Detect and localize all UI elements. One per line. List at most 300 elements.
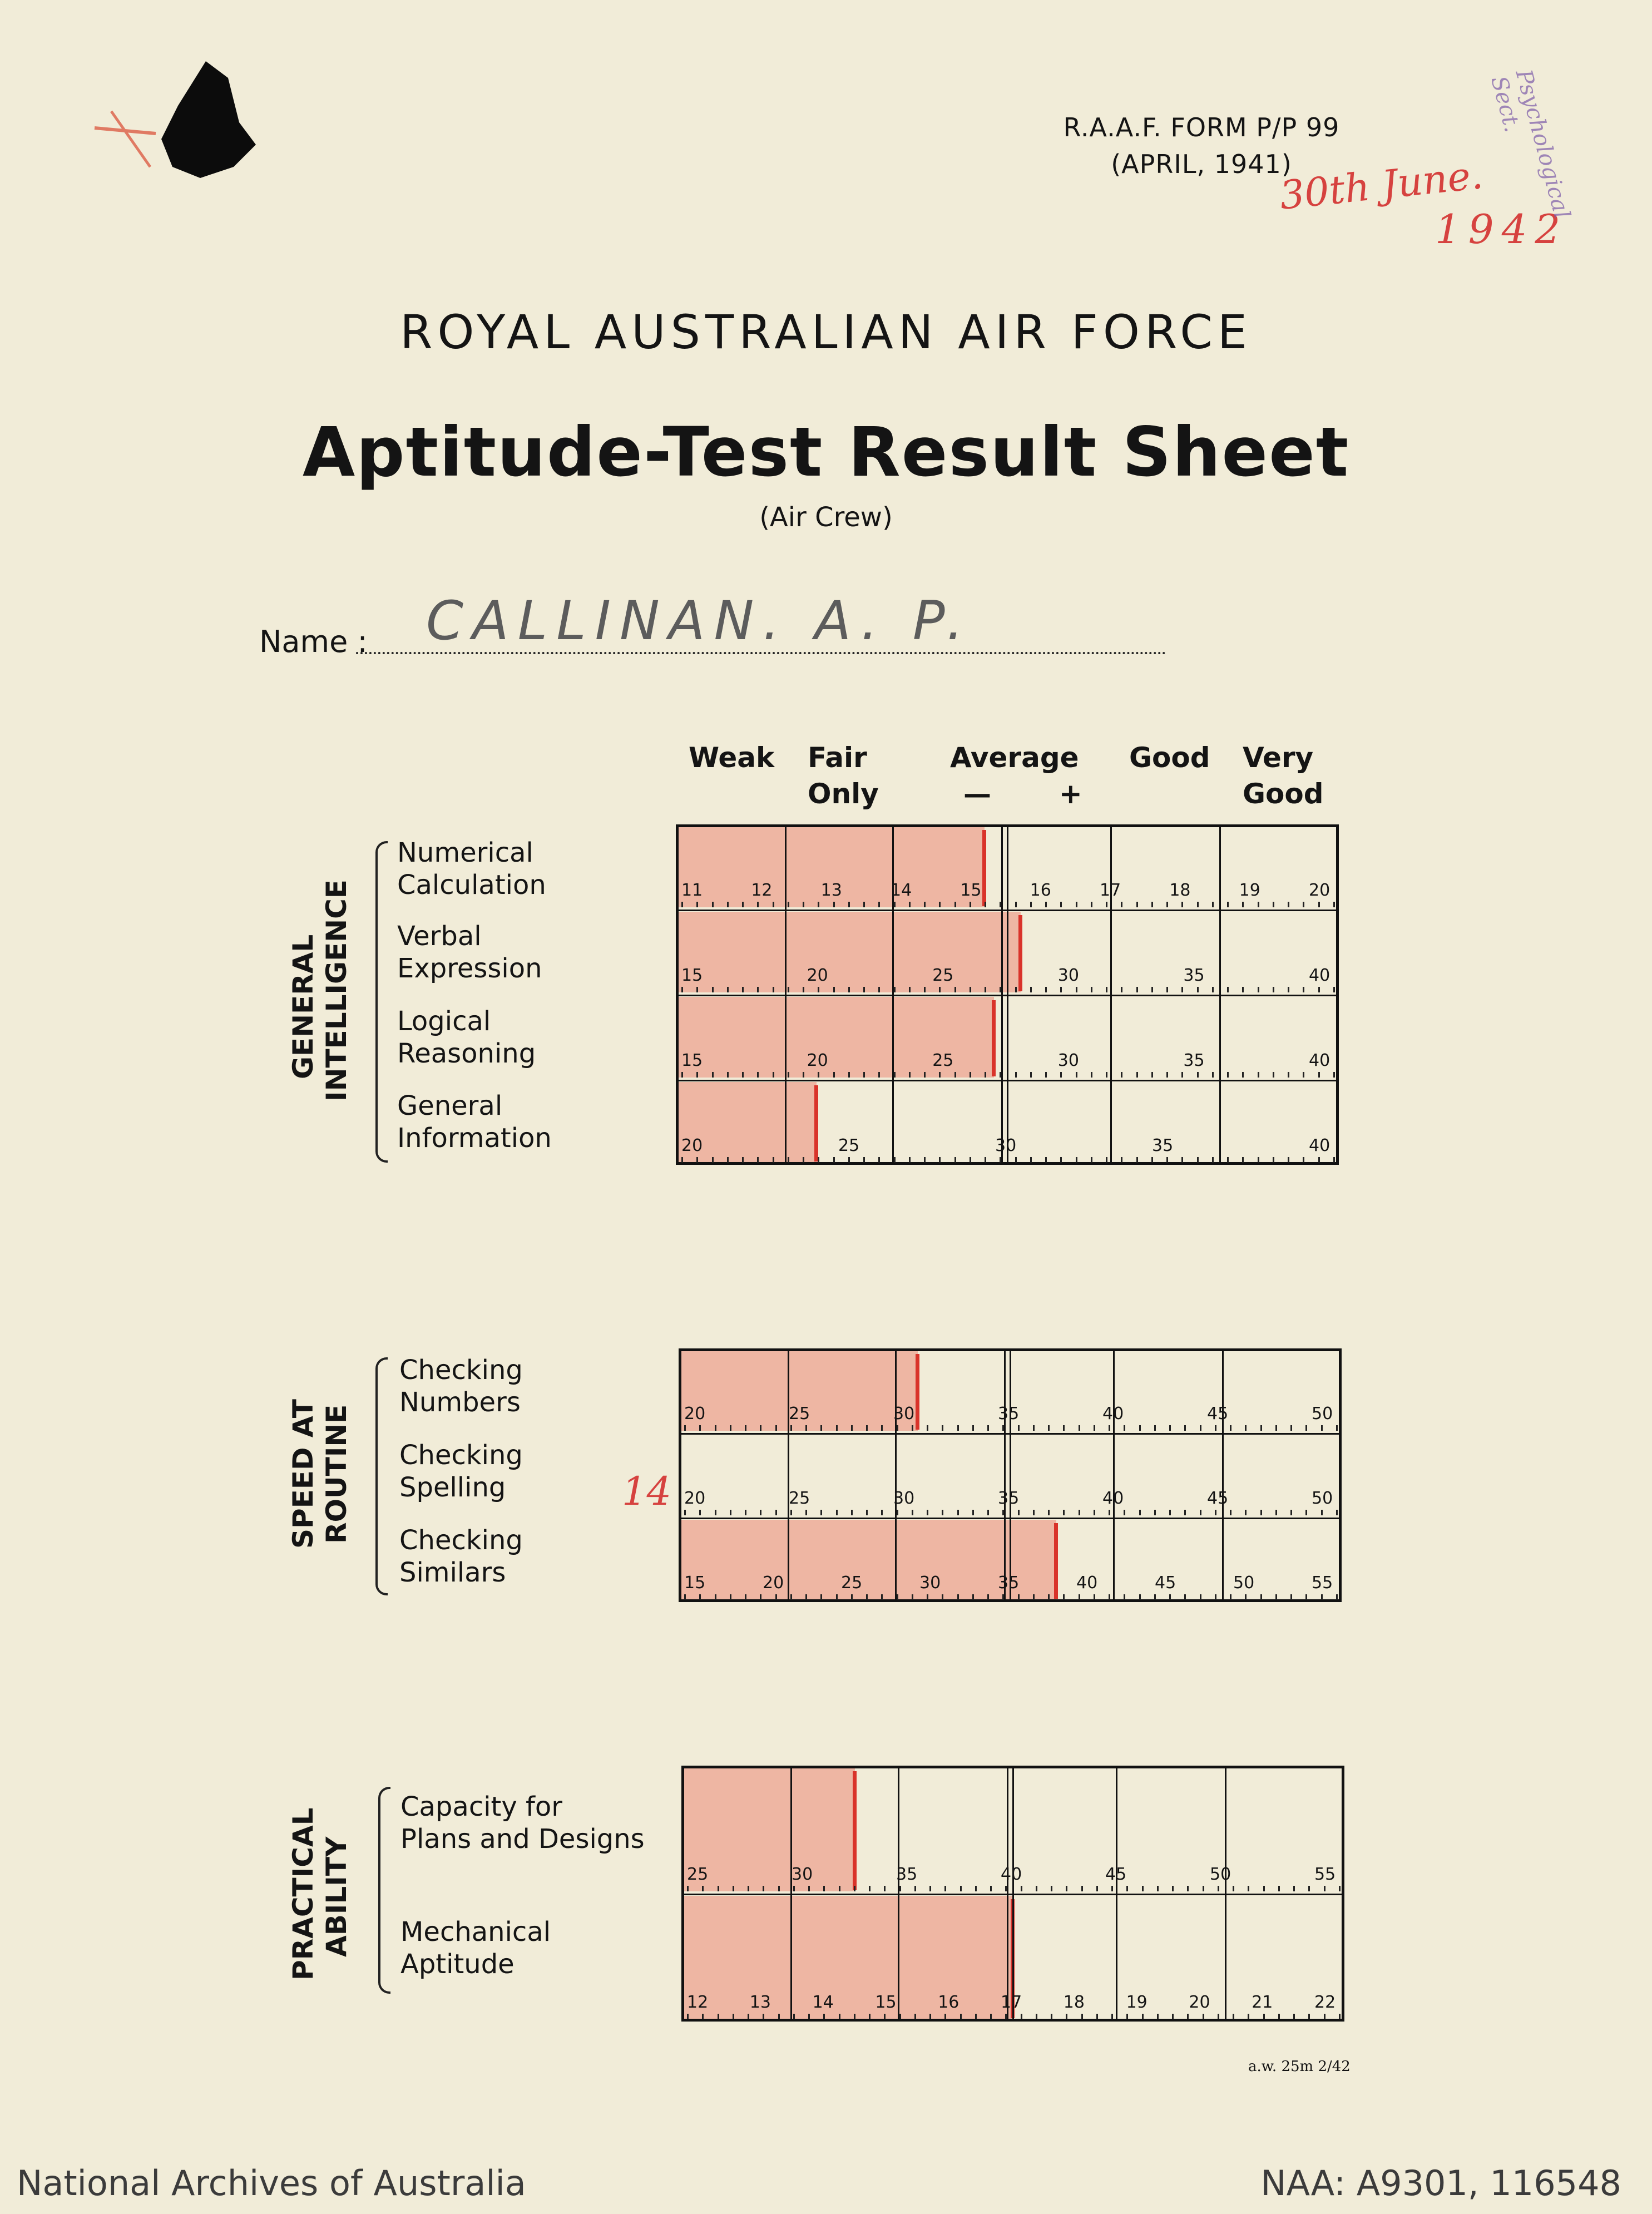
minor-tick — [718, 1886, 719, 1891]
minor-tick — [833, 1072, 835, 1078]
minor-tick — [1169, 1425, 1171, 1431]
minor-tick — [894, 1157, 896, 1163]
minor-tick — [793, 2014, 795, 2019]
minor-tick — [957, 1510, 959, 1515]
minor-tick — [818, 902, 819, 907]
minor-tick — [1136, 1072, 1138, 1078]
grid-general-intelligence — [676, 824, 1339, 1165]
minor-tick — [881, 1425, 883, 1431]
handwritten-date: 30th June. — [1277, 152, 1485, 219]
page-subtitle: (Air Crew) — [759, 502, 893, 533]
minor-tick — [1076, 1157, 1077, 1163]
column-line — [1222, 1348, 1224, 1602]
minor-tick — [970, 1157, 971, 1163]
minor-tick — [1184, 1425, 1186, 1431]
minor-tick — [760, 1594, 761, 1600]
tick-label: 50 — [1210, 1865, 1231, 1884]
tick-label: 40 — [1309, 1051, 1330, 1070]
minor-tick — [788, 1072, 789, 1078]
minor-tick — [863, 987, 865, 992]
minor-tick — [1212, 902, 1214, 907]
minor-tick — [1172, 2014, 1174, 2019]
tick-label: 16 — [1030, 881, 1051, 900]
minor-tick — [1015, 1072, 1017, 1078]
minor-tick — [778, 1886, 780, 1891]
row-label-line2: Calculation — [397, 869, 546, 901]
tick-label: 12 — [751, 881, 773, 900]
minor-tick — [1081, 1886, 1083, 1891]
minor-tick — [914, 2014, 916, 2019]
minor-tick — [1126, 2014, 1128, 2019]
tick-label: 35 — [998, 1404, 1020, 1424]
tick-label: 20 — [807, 966, 828, 985]
minor-tick — [1136, 1157, 1138, 1163]
tick-label: 25 — [838, 1136, 860, 1155]
minor-tick — [1124, 1510, 1125, 1515]
minor-tick — [1124, 1425, 1125, 1431]
minor-tick — [1293, 1886, 1295, 1891]
minor-tick — [733, 2014, 734, 2019]
row-label-line1: Verbal — [397, 921, 482, 952]
minor-tick — [1333, 987, 1335, 992]
minor-tick — [1318, 987, 1320, 992]
minor-tick — [1021, 2014, 1022, 2019]
tick-label: 30 — [792, 1865, 813, 1884]
row-label-line2: Expression — [397, 952, 542, 984]
minor-tick — [790, 1594, 792, 1600]
minor-tick — [884, 1886, 886, 1891]
minor-tick — [1111, 2014, 1113, 2019]
print-code: a.w. 25m 2/42 — [1248, 2058, 1351, 2075]
minor-tick — [1151, 987, 1153, 992]
tick-label: 40 — [1001, 1865, 1022, 1884]
tick-label: 20 — [684, 1404, 706, 1424]
minor-tick — [712, 1072, 714, 1078]
minor-tick — [684, 1510, 686, 1515]
minor-tick — [990, 1886, 992, 1891]
minor-tick — [1275, 1594, 1277, 1600]
minor-tick — [681, 987, 683, 992]
minor-tick — [1066, 1886, 1067, 1891]
minor-tick — [1333, 1072, 1335, 1078]
minor-tick — [914, 1886, 916, 1891]
brace-practical-ability — [378, 1787, 390, 1994]
minor-tick — [1079, 1425, 1080, 1431]
minor-tick — [742, 987, 744, 992]
minor-tick — [970, 1072, 971, 1078]
minor-tick — [1079, 1510, 1080, 1515]
minor-tick — [684, 1594, 686, 1600]
minor-tick — [1126, 1886, 1128, 1891]
minor-tick — [897, 1594, 898, 1600]
minor-tick — [884, 2014, 886, 2019]
minor-tick — [1215, 1425, 1216, 1431]
minor-tick — [748, 1886, 749, 1891]
minor-tick — [757, 1157, 759, 1163]
minor-tick — [1230, 1425, 1231, 1431]
minor-tick — [1018, 1594, 1020, 1600]
minor-tick — [1197, 1072, 1199, 1078]
minor-tick — [1290, 1425, 1292, 1431]
minor-tick — [972, 1425, 974, 1431]
minor-tick — [1245, 1594, 1247, 1600]
minor-tick — [848, 1072, 850, 1078]
minor-tick — [1321, 1510, 1323, 1515]
row-line — [679, 1433, 1342, 1435]
minor-tick — [1081, 2014, 1083, 2019]
minor-tick — [727, 902, 729, 907]
minor-tick — [687, 1886, 689, 1891]
row-label-logical-reasoning — [397, 1006, 536, 1070]
minor-tick — [773, 987, 774, 992]
minor-tick — [1197, 987, 1199, 992]
minor-tick — [954, 902, 956, 907]
tick-label: 20 — [684, 1489, 706, 1508]
brace-speed-at-routine — [375, 1357, 388, 1595]
minor-tick — [863, 902, 865, 907]
minor-tick — [1002, 1510, 1004, 1515]
minor-tick — [1245, 1425, 1247, 1431]
minor-tick — [1187, 2014, 1189, 2019]
minor-tick — [820, 1510, 822, 1515]
minor-tick — [1242, 987, 1244, 992]
minor-tick — [894, 987, 896, 992]
minor-tick — [696, 902, 698, 907]
tick-label: 19 — [1239, 881, 1260, 900]
tick-label: 20 — [1189, 1993, 1210, 2012]
tick-label: 35 — [1183, 1051, 1205, 1070]
minor-tick — [1136, 987, 1138, 992]
minor-tick — [1318, 1157, 1320, 1163]
minor-tick — [863, 1157, 865, 1163]
minor-tick — [1218, 1886, 1219, 1891]
minor-tick — [1036, 2014, 1037, 2019]
minor-tick — [836, 1425, 838, 1431]
tick-label: 12 — [687, 1993, 709, 2012]
minor-tick — [805, 1594, 807, 1600]
minor-tick — [972, 1510, 974, 1515]
minor-tick — [778, 2014, 780, 2019]
minor-tick — [1273, 902, 1274, 907]
minor-tick — [730, 1594, 731, 1600]
row-label-line1: Checking — [399, 1525, 523, 1556]
tick-label: 40 — [1309, 1136, 1330, 1155]
minor-tick — [985, 987, 986, 992]
minor-tick — [912, 1425, 913, 1431]
minor-tick — [727, 1072, 729, 1078]
minor-tick — [1288, 987, 1289, 992]
minor-tick — [760, 1510, 761, 1515]
tick-label: 15 — [681, 1051, 703, 1070]
tick-label: 25 — [932, 1051, 954, 1070]
minor-tick — [775, 1594, 777, 1600]
minor-tick — [1030, 1072, 1032, 1078]
minor-tick — [730, 1425, 731, 1431]
minor-tick — [944, 2014, 946, 2019]
minor-tick — [970, 987, 971, 992]
minor-tick — [854, 1886, 855, 1891]
minor-tick — [1106, 902, 1107, 907]
minor-tick — [715, 1425, 716, 1431]
minor-tick — [775, 1510, 777, 1515]
row-label-line2: Reasoning — [397, 1037, 536, 1069]
minor-tick — [1048, 1425, 1050, 1431]
minor-tick — [1154, 1425, 1156, 1431]
row-label-line2: Spelling — [399, 1471, 506, 1503]
minor-tick — [684, 1425, 686, 1431]
minor-tick — [1321, 1425, 1323, 1431]
minor-tick — [687, 2014, 689, 2019]
minor-tick — [1002, 1594, 1004, 1600]
row-label-line1: Numerical — [397, 837, 533, 868]
minor-tick — [1200, 1425, 1201, 1431]
minor-tick — [1015, 1157, 1017, 1163]
minor-tick — [1106, 987, 1107, 992]
minor-tick — [818, 987, 819, 992]
minor-tick — [1324, 2014, 1325, 2019]
rating-good-label: Good — [1129, 742, 1210, 774]
row-label-line2: Aptitude — [400, 1948, 515, 1980]
rating-minus-plus-label: — + — [963, 778, 1082, 810]
minor-tick — [742, 1157, 744, 1163]
minor-tick — [909, 987, 911, 992]
agency-name: ROYAL AUSTRALIAN AIR FORCE — [400, 305, 1252, 359]
minor-tick — [1121, 902, 1122, 907]
row-line — [679, 1518, 1342, 1519]
minor-tick — [699, 1425, 701, 1431]
minor-tick — [1151, 1072, 1153, 1078]
tick-label: 22 — [1314, 1993, 1336, 2012]
tick-label: 21 — [1252, 1993, 1273, 2012]
minor-tick — [1000, 902, 1001, 907]
minor-tick — [757, 1072, 759, 1078]
minor-tick — [1048, 1510, 1050, 1515]
minor-tick — [1036, 1886, 1037, 1891]
tick-label: 13 — [749, 1993, 771, 2012]
minor-tick — [909, 1072, 911, 1078]
name-underline — [356, 652, 1166, 654]
minor-tick — [1215, 1510, 1216, 1515]
minor-tick — [985, 902, 986, 907]
minor-tick — [1248, 1886, 1249, 1891]
minor-tick — [848, 987, 850, 992]
grid-speed-at-routine — [679, 1348, 1342, 1602]
row-label-line1: Checking — [399, 1355, 523, 1386]
minor-tick — [1142, 1886, 1144, 1891]
minor-tick — [818, 1157, 819, 1163]
minor-tick — [712, 902, 714, 907]
row-label-line1: Logical — [397, 1006, 491, 1037]
minor-tick — [718, 2014, 719, 2019]
minor-tick — [760, 1425, 761, 1431]
minor-tick — [1303, 1157, 1304, 1163]
minor-tick — [1303, 987, 1304, 992]
minor-tick — [954, 987, 956, 992]
minor-tick — [1096, 1886, 1098, 1891]
rating-good2-label: Good — [1243, 778, 1324, 810]
stamp-mark: Psychological Sect. — [1486, 67, 1575, 222]
minor-tick — [1121, 1157, 1122, 1163]
minor-tick — [702, 1886, 704, 1891]
tick-label: 17 — [1001, 1993, 1022, 2012]
minor-tick — [742, 1072, 744, 1078]
row-line — [676, 1080, 1339, 1081]
minor-tick — [833, 1157, 835, 1163]
minor-tick — [1091, 987, 1092, 992]
minor-tick — [805, 1425, 807, 1431]
group-speed-at-routine: SPEED AT ROUTINE — [287, 1399, 353, 1549]
minor-tick — [1215, 1594, 1216, 1600]
row-label-line1: General — [397, 1090, 503, 1121]
row-label-general-information — [397, 1090, 552, 1154]
row-label-mechanical-aptitude — [400, 1916, 551, 1980]
tick-label: 45 — [1207, 1489, 1229, 1508]
minor-tick — [1157, 2014, 1159, 2019]
minor-tick — [851, 1594, 853, 1600]
tick-label: 35 — [998, 1489, 1020, 1508]
minor-tick — [1212, 987, 1214, 992]
minor-tick — [1005, 1886, 1007, 1891]
minor-tick — [1139, 1594, 1141, 1600]
minor-tick — [909, 1157, 911, 1163]
minor-tick — [1227, 1157, 1229, 1163]
tick-label: 18 — [1169, 881, 1191, 900]
footer-reference: NAA: A9301, 116548 — [1260, 2163, 1621, 2203]
tick-label: 30 — [919, 1573, 941, 1593]
minor-tick — [1336, 1594, 1338, 1600]
footer-archive-name: National Archives of Australia — [17, 2163, 526, 2203]
minor-tick — [1181, 987, 1183, 992]
minor-tick — [803, 1157, 804, 1163]
minor-tick — [803, 1072, 804, 1078]
minor-tick — [823, 1886, 825, 1891]
minor-tick — [897, 1425, 898, 1431]
tick-label: 40 — [1076, 1573, 1098, 1593]
minor-tick — [775, 1425, 777, 1431]
minor-tick — [1258, 1157, 1259, 1163]
minor-tick — [1227, 987, 1229, 992]
minor-tick — [1263, 2014, 1265, 2019]
minor-tick — [1045, 1157, 1047, 1163]
minor-tick — [1151, 902, 1153, 907]
minor-tick — [1333, 1157, 1335, 1163]
minor-tick — [788, 1157, 789, 1163]
minor-tick — [699, 1510, 701, 1515]
minor-tick — [929, 2014, 931, 2019]
minor-tick — [1200, 1594, 1201, 1600]
minor-tick — [1005, 2014, 1007, 2019]
minor-tick — [1288, 902, 1289, 907]
tick-label: 20 — [763, 1573, 784, 1593]
minor-tick — [881, 1594, 883, 1600]
minor-tick — [1260, 1425, 1262, 1431]
row-label-line2: Information — [397, 1122, 552, 1154]
minor-tick — [1324, 1886, 1325, 1891]
minor-tick — [1033, 1594, 1035, 1600]
minor-tick — [745, 1425, 746, 1431]
minor-tick — [1166, 1072, 1168, 1078]
minor-tick — [1139, 1425, 1141, 1431]
minor-tick — [1094, 1425, 1095, 1431]
minor-tick — [1169, 1510, 1171, 1515]
tick-label: 16 — [938, 1993, 959, 2012]
row-label-line2: Similars — [399, 1556, 506, 1588]
row-line — [681, 1894, 1344, 1895]
tick-label: 50 — [1312, 1489, 1333, 1508]
minor-tick — [702, 2014, 704, 2019]
minor-tick — [866, 1425, 868, 1431]
minor-tick — [1045, 1072, 1047, 1078]
minor-tick — [1111, 1886, 1113, 1891]
minor-tick — [1109, 1425, 1110, 1431]
minor-tick — [960, 1886, 962, 1891]
minor-tick — [1018, 1425, 1020, 1431]
tick-label: 30 — [1057, 966, 1079, 985]
minor-tick — [788, 902, 789, 907]
minor-tick — [878, 1157, 880, 1163]
tick-label: 14 — [812, 1993, 834, 2012]
punch-hole-damage — [89, 56, 311, 234]
tick-label: 30 — [995, 1136, 1017, 1155]
minor-tick — [1106, 1157, 1107, 1163]
minor-tick — [1318, 1072, 1320, 1078]
minor-tick — [1233, 1886, 1234, 1891]
minor-tick — [1273, 987, 1274, 992]
minor-tick — [1197, 902, 1199, 907]
minor-tick — [1181, 902, 1183, 907]
minor-tick — [1308, 1886, 1310, 1891]
minor-tick — [1091, 1157, 1092, 1163]
minor-tick — [1212, 1157, 1214, 1163]
tick-label: 55 — [1314, 1865, 1336, 1884]
tick-label: 45 — [1207, 1404, 1229, 1424]
minor-tick — [1096, 2014, 1098, 2019]
row-label-line1: Checking — [399, 1440, 523, 1471]
minor-tick — [1181, 1072, 1183, 1078]
tick-label: 15 — [684, 1573, 706, 1593]
minor-tick — [1273, 1072, 1274, 1078]
minor-tick — [1275, 1425, 1277, 1431]
minor-tick — [942, 1425, 943, 1431]
row-line — [676, 910, 1339, 911]
minor-tick — [942, 1510, 943, 1515]
tick-label: 50 — [1312, 1404, 1333, 1424]
minor-tick — [897, 1510, 898, 1515]
minor-tick — [1303, 902, 1304, 907]
minor-tick — [1227, 1072, 1229, 1078]
minor-tick — [1033, 1425, 1035, 1431]
minor-tick — [957, 1425, 959, 1431]
minor-tick — [805, 1510, 807, 1515]
minor-tick — [727, 1157, 729, 1163]
minor-tick — [1091, 1072, 1092, 1078]
minor-tick — [803, 987, 804, 992]
minor-tick — [1290, 1510, 1292, 1515]
minor-tick — [1333, 902, 1335, 907]
tick-label: 35 — [1183, 966, 1205, 985]
minor-tick — [985, 1157, 986, 1163]
minor-tick — [1203, 1886, 1204, 1891]
minor-tick — [927, 1594, 928, 1600]
minor-tick — [730, 1510, 731, 1515]
minor-tick — [1076, 902, 1077, 907]
minor-tick — [820, 1594, 822, 1600]
minor-tick — [742, 902, 744, 907]
minor-tick — [745, 1594, 746, 1600]
minor-tick — [1030, 902, 1032, 907]
minor-tick — [1227, 902, 1229, 907]
minor-tick — [696, 1157, 698, 1163]
